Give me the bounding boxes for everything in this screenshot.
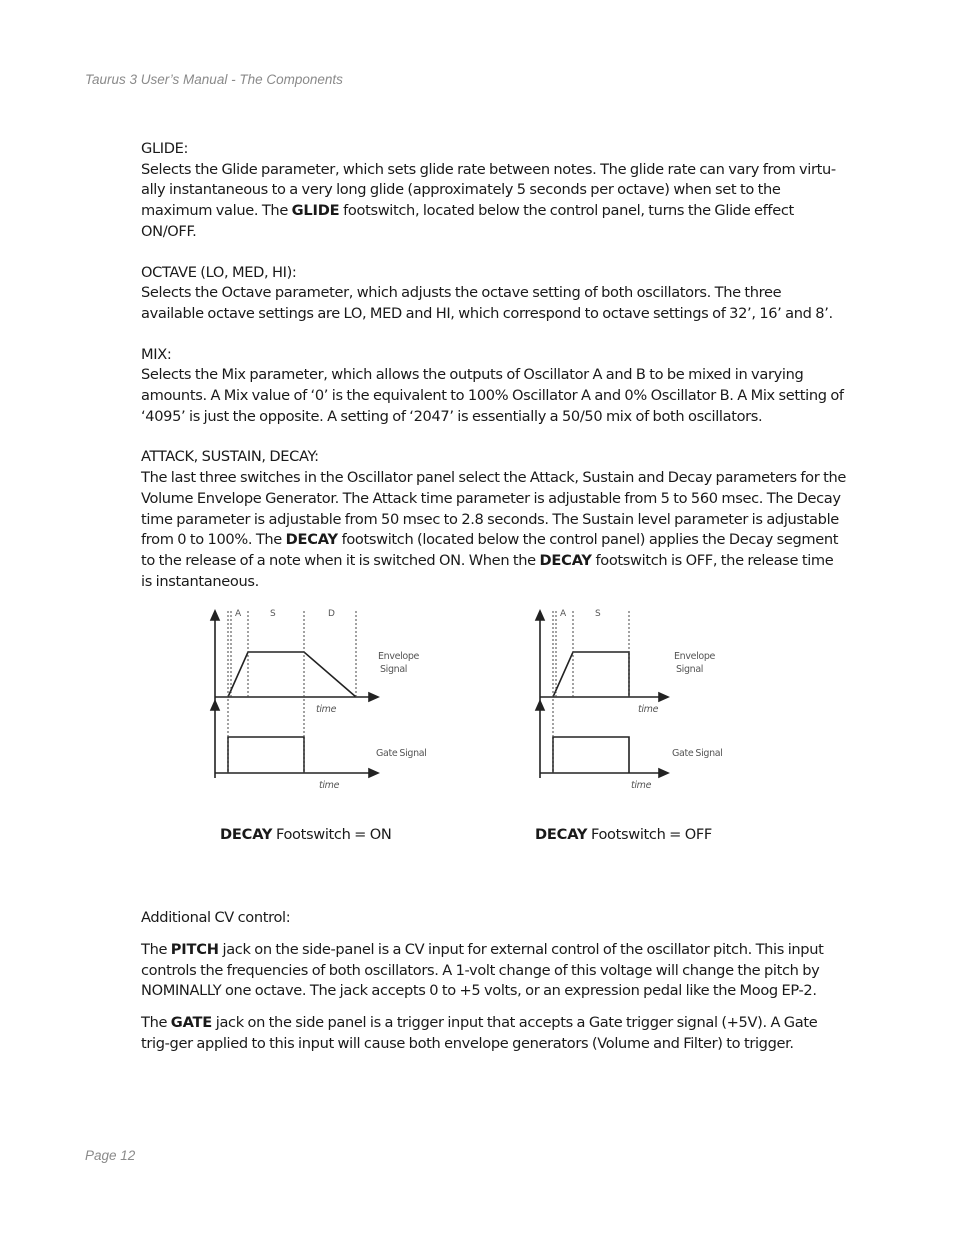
section-body (141, 468, 846, 592)
body-bold-term: GATE (170, 1014, 213, 1032)
body-text: jack on the side panel is a trigger input that accepts a Gate trigger signal (+5V). A Gate trig-ger applied to this input will cause both envelope generators (Volume and Filter) to trigger. (141, 1014, 818, 1052)
caption-text: Footswitch = ON (272, 826, 392, 844)
phase-label-a: A (560, 609, 566, 620)
y-axis-arrow (211, 701, 219, 710)
body-text: The last three switches in the Oscillator panel select the Attack, Sustain and Decay parameters for the Volume Envelope Generator. The Attack time parameter is adjustable from 5 to 560 msec. The Decay time parameter is adjustable from 50 msec to 2.8 seconds. The Sustain level parameter is adjustable from 0 to 100%. The (141, 469, 846, 549)
envelope-diagram-svg (526, 606, 756, 791)
phase-label-d: D (328, 609, 335, 620)
body-bold-term: DECAY (285, 531, 338, 549)
gate-signal (228, 737, 304, 773)
envelope-diagrams (141, 606, 846, 862)
diagram-caption (220, 825, 391, 846)
time-label: time (638, 704, 659, 716)
gate-label: Gate Signal (672, 748, 723, 760)
diagram-decay-off (526, 606, 756, 844)
y-axis-arrow (536, 611, 544, 620)
x-axis-arrow (659, 769, 668, 777)
body-text: Selects the Glide parameter, which sets glide rate between notes. The glide rate can vary from virtu-ally instantaneous to a very long glide (approximately 5 seconds per octave) when set to the maximum value. The (141, 160, 836, 220)
running-head: Taurus 3 User’s Manual - The Components (85, 72, 343, 87)
body-bold-term: GLIDE (291, 202, 340, 220)
caption-bold-term: DECAY (220, 826, 273, 844)
body-text: The (141, 1014, 171, 1032)
time-label: time (319, 780, 340, 792)
time-label: time (316, 704, 337, 716)
section-body: Selects the Octave parameter, which adjusts the octave setting of both oscillators. The three available octave settings are LO, MED and HI, which correspond to octave settings of 32’, 16’ and 8’. (141, 284, 833, 322)
x-axis-arrow (659, 693, 668, 701)
envelope-signal (553, 652, 629, 697)
time-label: time (631, 780, 652, 792)
diagram-decay-on (201, 606, 441, 844)
cv-gate-paragraph (141, 1013, 846, 1054)
phase-label-s: S (270, 609, 276, 620)
diagram-caption (535, 825, 712, 846)
section-mix (141, 345, 846, 428)
envelope-signal (228, 652, 356, 697)
body-text: footswitch (located below the control panel) applies the Decay segment to the release of a note when it is switched ON. When the (141, 531, 839, 569)
section-octave (141, 263, 846, 325)
page-content (141, 139, 846, 1055)
section-glide (141, 139, 846, 243)
x-axis-arrow (369, 769, 378, 777)
gate-label: Gate Signal (376, 748, 427, 760)
body-text: footswitch, located below the control panel, turns the Glide effect ON/OFF. (141, 202, 794, 240)
envelope-label: Envelope (674, 651, 716, 663)
x-axis-arrow (369, 693, 378, 701)
caption-bold-term: DECAY (535, 826, 588, 844)
section-heading: ATTACK, SUSTAIN, DECAY: (141, 448, 319, 466)
body-text: The (141, 941, 171, 959)
cv-heading: Additional CV control: (141, 909, 291, 927)
body-bold-term: PITCH (170, 941, 219, 959)
y-axis-arrow (211, 611, 219, 620)
envelope-label: Signal (676, 664, 704, 676)
body-bold-term: DECAY (539, 551, 592, 569)
gate-signal (553, 737, 629, 773)
envelope-label: Envelope (378, 651, 420, 663)
section-heading: GLIDE: (141, 140, 189, 157)
section-heading: MIX: (141, 345, 172, 363)
section-body (141, 160, 846, 243)
page-number: Page 12 (85, 1148, 136, 1163)
phase-label-a: A (235, 609, 241, 620)
envelope-diagram-svg (201, 606, 441, 791)
section-attack-sustain-decay (141, 447, 846, 592)
cv-pitch-paragraph (141, 940, 846, 1002)
body-text: footswitch is OFF, the release time is instantaneous. (141, 551, 834, 590)
caption-text: Footswitch = OFF (587, 826, 712, 844)
envelope-label: Signal (380, 664, 408, 676)
y-axis-arrow (536, 701, 544, 710)
body-text: jack on the side-panel is a CV input for external control of the oscillator pitch. This input controls the frequencies of both oscillators. A 1-volt change of this voltage will change the pitch by NOMINALLY one octave. The jack accepts 0 to +5 volts, or an expression pedal like the Moog EP-2. (141, 941, 824, 1000)
phase-label-s: S (595, 609, 601, 620)
section-heading: OCTAVE (LO, MED, HI): (141, 263, 297, 281)
section-body: Selects the Mix parameter, which allows the outputs of Oscillator A and B to be mixed in varying amounts. A Mix value of ‘0’ is the equivalent to 100% Oscillator A and 0% Oscillator B. A Mix setting of ‘4095’ is just the opposite. A setting of ‘2047’ is essentially a 50/50 mix of both oscillators. (141, 366, 844, 425)
